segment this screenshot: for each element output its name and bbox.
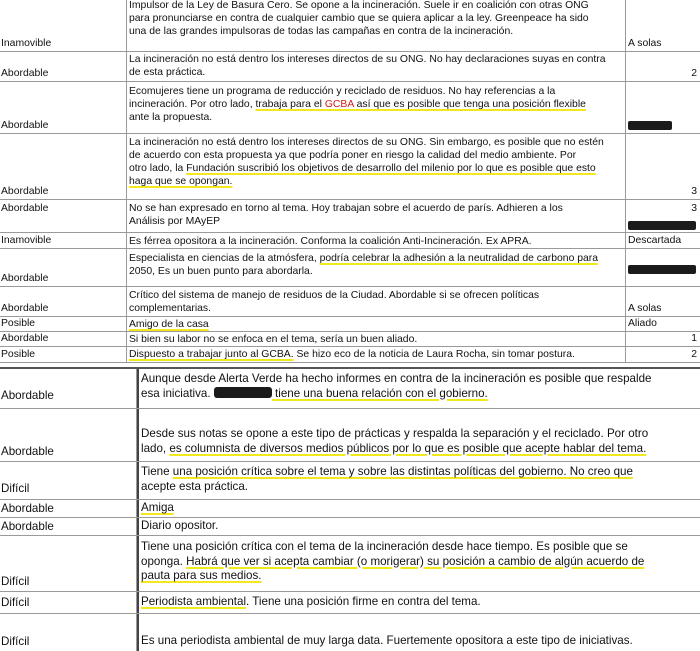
table-row [0, 536, 700, 592]
category-cell[interactable]: Abordable [0, 332, 127, 346]
table-row [0, 82, 700, 134]
category-cell[interactable]: Inamovible [0, 233, 127, 248]
status-cell[interactable]: Aliado [628, 318, 657, 329]
category-cell[interactable]: Abordable [0, 249, 127, 286]
table-row [0, 369, 700, 409]
highlighted-text: Amigo de la casa [129, 319, 209, 330]
highlighted-text: Periodista ambiental [141, 595, 247, 608]
description-cell[interactable] [137, 500, 700, 517]
highlighted-text: trabaja para el GCBA así que es posible que tenga una posición flexible [255, 99, 586, 110]
table-row [0, 462, 700, 500]
table-row [0, 287, 700, 317]
description-cell[interactable]: No se han expresado en torno al tema. Hoy trabajan sobre el acuerdo de parís. Adhieren a los Análisis por MAyEP [127, 200, 626, 232]
category-cell[interactable]: Abordable [0, 518, 137, 535]
description-cell[interactable]: Ecomujeres tiene un programa de reducción y reciclado de residuos. No hay referencias a la incineración. Por otro lado, trabaja para el GCBA así que es posible que tenga una posición flexible ante la propuesta. [127, 82, 626, 133]
description-cell[interactable]: Crítico del sistema de manejo de residuos de la Ciudad. Abordable si se ofrecen políticas complementarias. [127, 287, 626, 316]
description-cell[interactable]: Tiene una posición crítica con el tema de la incineración desde hace tiempo. Es posible que se oponga. Habrá que ver si acepta cambiar (o morigerar) su posición a cambio de algún acuerdo de pauta para sus medios. [137, 536, 700, 591]
highlighted-text: es columnista de diversos medios públicos por lo que es posible que acepte hablar del tema. [169, 441, 647, 455]
description-cell[interactable] [127, 317, 626, 331]
highlighted-text: pauta para sus medios. [141, 569, 262, 582]
description-cell[interactable]: Impulsor de la Ley de Basura Cero. Se opone a la incineración. Suele ir en coalición con otras ONG para pronunciarse en contra de cualquier cambio que se quiera aplicar a la ley. Greenpeace ha sido una de las grandes impulsoras de todas las campañas en contra de la incineración. [127, 0, 626, 51]
table-row [0, 134, 700, 200]
category-cell[interactable]: Abordable [0, 200, 127, 232]
table-row [0, 200, 700, 233]
status-cell[interactable] [626, 82, 700, 133]
description-cell[interactable]: Es una periodista ambiental de muy larga data. Fuertemente opositora a este tipo de iniciativas. [137, 614, 700, 651]
table-row [0, 233, 700, 249]
redacted-block [628, 265, 696, 274]
status-cell[interactable]: 2 [691, 349, 697, 360]
category-cell[interactable]: Posible [0, 317, 127, 331]
highlighted-text: Fundación suscribió los objetivos de desarrollo del milenio por lo que es posible que esto [186, 163, 596, 174]
table-row [0, 347, 700, 363]
table-row [0, 592, 700, 614]
category-cell[interactable]: Abordable [0, 287, 127, 316]
table-row [0, 52, 700, 82]
table-row [0, 0, 700, 52]
status-cell[interactable]: 1 [691, 333, 697, 344]
category-cell[interactable]: Difícil [0, 536, 137, 591]
category-cell[interactable]: Difícil [0, 462, 137, 499]
highlighted-text: Dispuesto a trabajar junto al GCBA. [129, 349, 294, 360]
table-row [0, 332, 700, 347]
highlighted-text: Habrá que ver si acepta cambiar (o morigerar) su posición a cambio de algún acuerdo de [186, 554, 645, 568]
description-cell[interactable]: Desde sus notas se opone a este tipo de prácticas y respalda la separación y el reciclado. Por otro lado, es columnista de diversos medios públicos por lo que es posible que acepte hablar del tema. [137, 409, 700, 461]
table-row [0, 614, 700, 651]
description-cell[interactable]: Es férrea opositora a la incineración. Conforma la coalición Anti-Incineración. Ex APRA. [127, 233, 626, 248]
category-cell[interactable]: Abordable [0, 500, 137, 517]
description-cell[interactable]: Periodista ambiental. Tiene una posición firme en contra del tema. [137, 592, 700, 613]
redacted-name [214, 387, 272, 398]
description-cell[interactable]: Diario opositor. [137, 518, 700, 535]
status-cell[interactable]: Descartada [628, 235, 682, 246]
category-cell[interactable]: Difícil [0, 614, 137, 651]
table-row [0, 409, 700, 462]
status-cell[interactable]: A solas [628, 38, 662, 49]
status-cell[interactable]: A solas [628, 303, 662, 314]
category-cell[interactable]: Posible [0, 347, 127, 362]
category-cell[interactable]: Abordable [0, 82, 127, 133]
status-cell[interactable]: 3 [626, 200, 700, 232]
description-cell[interactable]: La incineración no está dentro los intereses directos de su ONG. Sin embargo, es posible que no estén de acuerdo con esta propuesta ya que podría poner en riesgo la calidad del medio ambiente. Por otro lado, la Fundación suscribió los objetivos de desarrollo del milenio por lo que es posible que esto haga que se opongan. [127, 134, 626, 199]
category-cell[interactable]: Abordable [0, 369, 137, 408]
redacted-block [628, 221, 696, 230]
category-cell[interactable]: Abordable [0, 134, 127, 199]
gcba-reference: GCBA [324, 99, 354, 110]
table-row [0, 249, 700, 287]
table-row [0, 500, 700, 518]
category-cell[interactable]: Inamovible [0, 0, 127, 51]
table-row [0, 317, 700, 332]
redacted-block [628, 121, 672, 130]
highlighted-text: tiene una buena relación con el gobierno. [271, 386, 488, 400]
status-cell[interactable]: 3 [691, 186, 697, 197]
description-cell[interactable]: La incineración no está dentro los intereses directos de su ONG. No hay declaraciones suyas en contra de esta práctica. [127, 52, 626, 81]
category-cell[interactable]: Abordable [0, 409, 137, 461]
status-cell[interactable]: 2 [691, 68, 697, 79]
category-cell[interactable]: Difícil [0, 592, 137, 613]
table-row [0, 518, 700, 536]
category-cell[interactable]: Abordable [0, 52, 127, 81]
description-cell[interactable]: Si bien su labor no se enfoca en el tema, sería un buen aliado. [127, 332, 626, 346]
description-cell[interactable]: Dispuesto a trabajar junto al GCBA. Se hizo eco de la noticia de Laura Rocha, sin tomar postura. [127, 347, 626, 362]
description-cell[interactable]: Aunque desde Alerta Verde ha hecho informes en contra de la incineración es posible que respalde esa iniciativa. tiene una buena relación con el gobierno. [137, 369, 700, 408]
highlighted-text: haga que se opongan. [129, 176, 233, 187]
description-cell[interactable]: Tiene una posición crítica sobre el tema y sobre las distintas políticas del gobierno. No creo que acepte esta práctica. [137, 462, 700, 499]
highlighted-text: Amiga [141, 501, 174, 514]
highlighted-text: podría celebrar la adhesión a la neutralidad de carbono para [319, 253, 599, 264]
description-cell[interactable]: Especialista en ciencias de la atmósfera, podría celebrar la adhesión a la neutralidad de carbono para 2050, Es un buen punto para abordarla. [127, 249, 626, 286]
status-cell[interactable] [626, 249, 700, 286]
highlighted-text: una posición crítica sobre el tema y sobre las distintas políticas del gobierno. No creo que [172, 465, 633, 478]
